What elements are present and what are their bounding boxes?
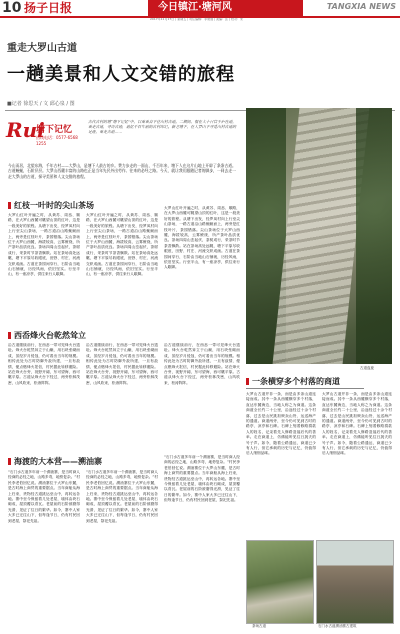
- column-logo-sub: 热线电话：0577-6568 1255: [36, 135, 78, 146]
- section-heading-youzhai: 海渡的大本营——溯油寨: [8, 456, 102, 467]
- tree-shape: [356, 108, 392, 364]
- page-number: 10: [2, 0, 22, 16]
- article-title: 一趟美景和人文交错的旅程: [7, 64, 235, 85]
- article-kicker: 重走大罗山古道: [7, 43, 77, 54]
- section-body-tea-farm-col2: 大罗山红叶开遍之时，从黄苏、周岙、顺路，在大罗山西麓可眺望山顶的红叶，这是一段美好的旅程。从塘下出发，经罗凤村向上行至尖山茶场，一路古道沿山路蜿蜒而上，两旁是红枝叶片，茶园错落。尖山茶场位于大罗山西麓，海拔较高，云雾缭绕，所产茶叶品质优良。茶场四周山峦起伏，茶树成行，采茶时节茶香飘散。站在茶场高处远眺，塘下平原尽收眼底，田野、村庄、河流交织成画。古道在茶园间穿行，石阶由当地山石铺就，历经风雨，依旧坚实。行至半山，有一座凉亭，供往来行人歇脚。: [86, 213, 158, 277]
- section-body-beacon-col2: 沿古道继续前行，在西岙一带可见烽火台遗址。烽火台乾然耸立于山巅，用石块垒砌而成，虽经岁月侵蚀，仍可看出当年的规模。相传此处为古时防御外敌所建，一旦有敌情，便点燃烽火报信，村民据此转移避险。站在烽火台旁，视野开阔，东可望海，西可眺平原。古道从烽火台下经过，两旁松林茂密，山风吹来，松涛阵阵。: [86, 343, 158, 385]
- section-body-tea-farm-col3: 大罗山红叶开遍之时，从黄苏、周岙、顺路，在大罗山西麓可眺望山顶的红叶，这是一段美好的旅程。从塘下出发，经罗凤村向上行至尖山茶场，一路古道沿山路蜿蜒而上，两旁是红枝叶片，茶园错落。尖山茶场位于大罗山西麓，海拔较高，云雾缭绕，所产茶叶品质优良。茶场四周山峦起伏，茶树成行，采茶时节茶香飘散。站在茶场高处远眺，塘下平原尽收眼底，田野、村庄、河流交织成画。古道在茶园间穿行，石阶由当地山石铺就，历经风雨，依旧坚实。行至半山，有一座凉亭，供往来行人歇脚。: [164, 206, 240, 270]
- article-lead: 今山而居，北望东海，千年古村——大罗山，是塘下人最古的乡。费力步走的一面山，千百年来，塘下人在这片山地上开辟了条条古道。古道蜿蜒，石阶层层。大罗山西麓丰富的山路也正是当年先民外出劳作、往来的必经之路。今天，就让我们跟随记者的脚步，一同去走一走大罗山的古道，探寻美景和人文交错的旅程。: [8, 163, 236, 179]
- brand-label: TANGXIA NEWS: [326, 2, 396, 11]
- section-body-tea-farm-col1: 大罗山红叶开遍之时，从黄苏、周岙、顺路，在大罗山西麓可眺望山顶的红叶，这是一段美好的旅程。从塘下出发，经罗凤村向上行至尖山茶场，一路古道沿山路蜿蜒而上，两旁是红枝叶片，茶园错落。尖山茶场位于大罗山西麓，海拔较高，云雾缭绕，所产茶叶品质优良。茶场四周山峦起伏，茶树成行，采茶时节茶香飘散。站在茶场高处远眺，塘下平原尽收眼底，田野、村庄、河流交织成画。古道在茶园间穿行，石阶由当地山石铺就，历经风雨，依旧坚实。行至半山，有一座凉亭，供往来行人歇脚。: [8, 213, 80, 277]
- section-heading-beacon: 西岙烽火台乾然耸立: [8, 330, 86, 341]
- section-body-youzhai-col2: “石门水古道多年前一个溯油寨，是当时商人经商的必经之地，山路多弯，地势复杂。”村民李老伯回忆说。溯油寨位于大罗山东麓，是古时海上商贸的重要据点。当年商船从海上归来，货物经古道挑运至山中，再转运各地。寨中至今保留着几处老屋，墙体由块石砌成，屋顶覆以青瓦。老屋前的石阶被磨得光滑，见证了往日的繁华。如今，寨中人家大多已迁往山下，但每逢节日，仍有村民回到老屋，祭祀先祖。: [86, 470, 158, 523]
- section-body-trade-route-col1: 大罗山古道并非一条，而是由多条山道连接而成。其中一条从西麓横穿多个村落，直达东麓海边，当地人称之为商道。这条商道全长约二十公里，沿途经过十余个村落，过去是山民挑担贩卖山货、运送海产的通道。商道两旁，至今仍可见到古时的路亭、凉亭和石碑。石碑上刻着修路捐款人的姓名，记录着先人修路造福后代的善举。走在商道上，仿佛能听见往日挑夫的号子声。如今，随着公路通达，商道已少有人行，但它承载的历史与记忆，仍值得后人细细品味。: [246, 392, 316, 456]
- column-logo-latin: Rui: [6, 118, 45, 142]
- column-logo: [6, 118, 84, 160]
- paper-logo: 扬子日报: [24, 1, 73, 15]
- old-building-photo: [316, 540, 394, 624]
- section-body-trade-route-col2: 大罗山古道并非一条，而是由多条山道连接而成。其中一条从西麓横穿多个村落，直达东麓海边，当地人称之为商道。这条商道全长约二十公里，沿途经过十余个村落，过去是山民挑担贩卖山货、运送海产的通道。商道两旁，至今仍可见到古时的路亭、凉亭和石碑。石碑上刻着修路捐款人的姓名，记录着先人修路造福后代的善举。走在商道上，仿佛能听见往日挑夫的号子声。如今，随着公路通达，商道已少有人行，但它承载的历史与记忆，仍值得后人细细品味。: [322, 392, 392, 456]
- photo-caption: 古道盘旋: [360, 366, 374, 370]
- section-heading-trade-route: 一条横穿多个村落的商道: [246, 376, 364, 389]
- article-byline: ■记者 徐思天 / 文 邱心泉 / 图: [7, 101, 75, 107]
- section-body-youzhai-col1: “石门水古道多年前一个溯油寨，是当时商人经商的必经之地，山路多弯，地势复杂。”村民李老伯回忆说。溯油寨位于大罗山东麓，是古时海上商贸的重要据点。当年商船从海上归来，货物经古道挑运至山中，再转运各地。寨中至今保留着几处老屋，墙体由块石砌成，屋顶覆以青瓦。老屋前的石阶被磨得光滑，见证了往日的繁华。如今，寨中人家大多已迁往山下，但每逢节日，仍有村民回到老屋，祭祀先祖。: [8, 470, 80, 523]
- section-body-youzhai-col3: “石门水古道多年前一个溯油寨，是当时商人经商的必经之地，山路多弯，地势复杂。”村民李老伯回忆说。溯油寨位于大罗山东麓，是古时海上商贸的重要据点。当年商船从海上归来，货物经古道挑运至山中，再转运各地。寨中至今保留着几处老屋，墙体由块石砌成，屋顶覆以青瓦。老屋前的石阶被磨得光滑，见证了往日的繁华。如今，寨中人家大多已迁往山下，但每逢节日，仍有村民回到老屋，祭祀先祖。: [164, 455, 240, 503]
- stone-steps-shape: [273, 108, 370, 364]
- photo-caption: 茶场古道: [252, 624, 266, 628]
- section-heading-tea-farm: 红枝一叶时的尖山茶场: [8, 200, 94, 211]
- section-title: 今日镇江·塘河风: [158, 2, 232, 13]
- column-logo-cn: 塘下记忆: [36, 125, 73, 135]
- page-header: [0, 0, 400, 18]
- article-intro: 古代古村的塘“塘下记忆”中，以重重自下往山村古道。二期间，很在大十日官于庐在道，重走古道，寻访古迹，追忆千百年前的古村印记。新老塘下，在大罗山下寻觅山村古道的足迹，重走古道……: [88, 119, 237, 135]
- section-body-beacon-col1: 沿古道继续前行，在西岙一带可见烽火台遗址。烽火台乾然耸立于山巅，用石块垒砌而成，虽经岁月侵蚀，仍可看出当年的规模。相传此处为古时防御外敌所建，一旦有敌情，便点燃烽火报信，村民据此转移避险。站在烽火台旁，视野开阔，东可望海，西可眺平原。古道从烽火台下经过，两旁松林茂密，山风吹来，松涛阵阵。: [8, 343, 80, 385]
- photo-caption: 石门水古道溯油寨古建筑: [318, 624, 357, 628]
- section-body-beacon-col3: 沿古道继续前行，在西岙一带可见烽火台遗址。烽火台乾然耸立于山巅，用石块垒砌而成，虽经岁月侵蚀，仍可看出当年的规模。相传此处为古时防御外敌所建，一旦有敌情，便点燃烽火报信，村民据此转移避险。站在烽火台旁，视野开阔，东可望海，西可眺平原。古道从烽火台下经过，两旁松林茂密，山风吹来，松涛阵阵。: [164, 343, 240, 385]
- issue-meta: 2017年11月17日 | 星期五 | 责任编辑：李建强 | 美编：张 | 校对：朱: [150, 17, 243, 21]
- stone-path-photo: [246, 108, 392, 364]
- tea-farm-path-photo: [246, 540, 314, 624]
